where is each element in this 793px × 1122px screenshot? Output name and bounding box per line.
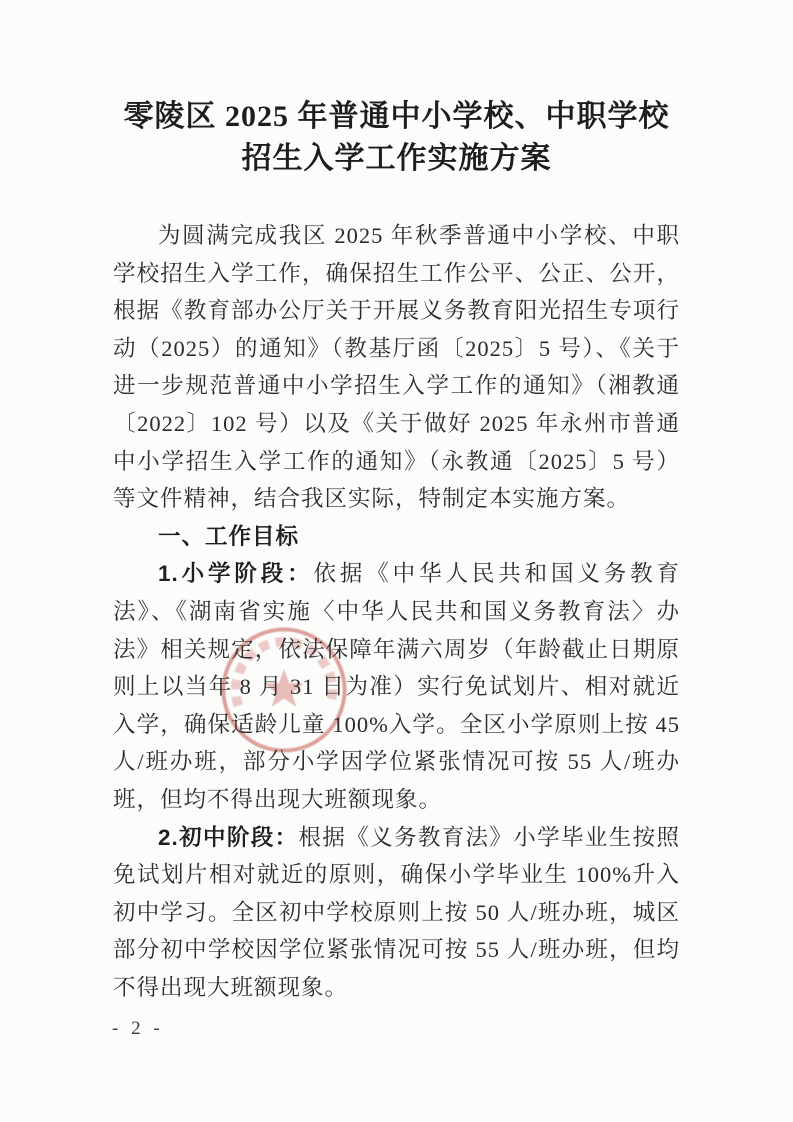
section-heading-work-goals — [113, 518, 680, 556]
paragraph-middle-school — [113, 819, 680, 1007]
paragraph-primary-school-lead: 1.小学阶段： — [158, 561, 314, 587]
page-number: - 2 - — [112, 1018, 164, 1039]
document-title-line-2: 招生入学工作实施方案 — [241, 142, 552, 175]
document-title — [0, 96, 793, 180]
paragraph-intro — [113, 217, 680, 518]
document-title-line-1: 零陵区 2025 年普通中小学校、中职学校 — [123, 100, 670, 133]
paragraph-primary-school-text: 依据《中华人民共和国义务教育法》、《湖南省实施〈中华人民共和国义务教育法〉办法》相关规定，依法保障年满六周岁（年龄截止日期原则上以当年 8 月 31 日为准）实行免试划片、相对就近入学，确保适龄儿童 100%入学。全区小学原则上按 45 人/班办班，部分小学因学位紧张情况可按 55 人/班办班，但均不得出现大班额现象。 — [113, 561, 680, 812]
paragraph-middle-school-text: 根据《义务教育法》小学毕业生按照免试划片相对就近的原则，确保小学毕业生 100%升入初中学习。全区初中学校原则上按 50 人/班办班，城区部分初中学校因学位紧张情况可按 55 人/班办班，但均不得出现大班额现象。 — [113, 824, 680, 1000]
document-body — [113, 217, 680, 1006]
paragraph-primary-school — [113, 555, 680, 818]
paragraph-middle-school-lead: 2.初中阶段： — [158, 824, 299, 850]
paragraph-intro-text: 为圆满完成我区 2025 年秋季普通中小学校、中职学校招生入学工作，确保招生工作公平、公正、公开，根据《教育部办公厅关于开展义务教育阳光招生专项行动（2025）的通知》（教基厅函〔2025〕5 号）、《关于进一步规范普通中小学招生入学工作的通知》（湘教通〔2022〕102 号）以及《关于做好 2025 年永州市普通中小学招生入学工作的通知》（永教通〔2025〕5 号）等文件精神，结合我区实际，特制定本实施方案。 — [113, 223, 680, 512]
section-heading-text: 一、工作目标 — [158, 523, 300, 549]
